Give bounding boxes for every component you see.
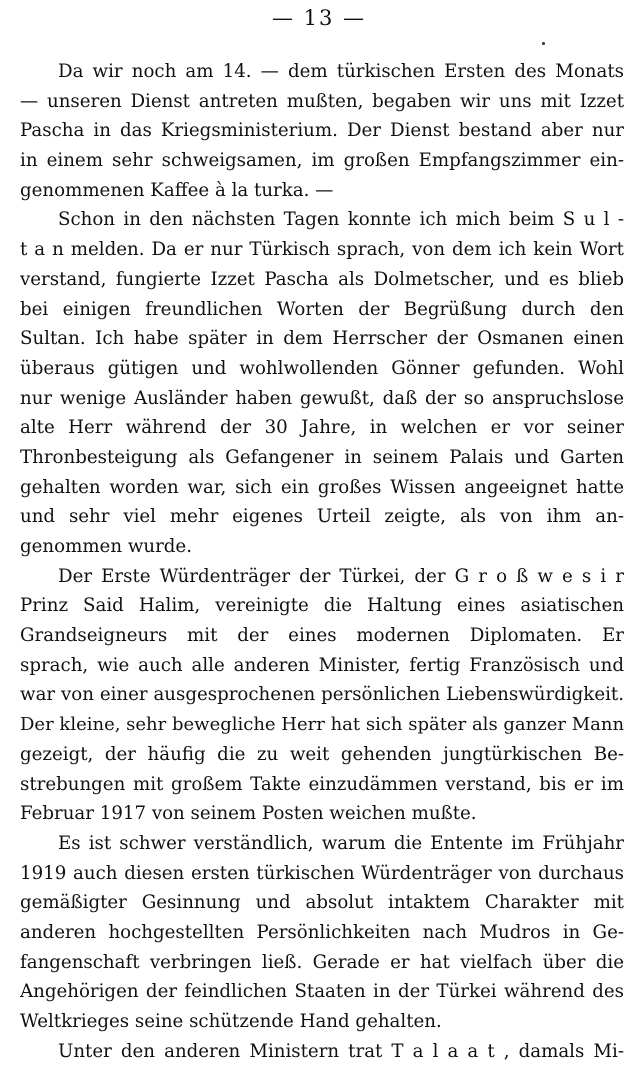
text-line: Unter den anderen Ministern trat T a l a a t , damals Mi- <box>58 1040 624 1062</box>
text-line: gemäßigter Gesinnung und absolut intaktem Charakter mit <box>20 892 624 914</box>
text-line: 1919 auch diesen ersten türkischen Würdenträger von durchaus <box>20 862 624 884</box>
text-line: t a n melden. Da er nur Türkisch sprach, von dem ich kein Wort <box>20 239 624 261</box>
text-line: nur wenige Ausländer haben gewußt, daß der so anspruchslose <box>20 387 624 409</box>
text-line: — unseren Dienst antreten mußten, begaben wir uns mit Izzet <box>20 90 624 112</box>
text-line: fangenschaft verbringen ließ. Gerade er hat vielfach über die <box>20 951 624 973</box>
text-line: alte Herr während der 30 Jahre, in welchen er vor seiner <box>20 417 624 439</box>
text-line: Angehörigen der feindlichen Staaten in der Türkei während des <box>20 981 624 1003</box>
text-line: gezeigt, der häufig die zu weit gehenden jungtürkischen Be- <box>20 743 624 765</box>
ink-speck <box>542 42 545 45</box>
text-line: genommen wurde. <box>20 536 192 557</box>
text-line: genommenen Kaffee à la turka. — <box>20 179 334 201</box>
text-line: Da wir noch am 14. — dem türkischen Ersten des Monats <box>58 61 624 82</box>
text-line: strebungen mit großem Takte einzudämmen verstand, bis er im <box>20 773 624 795</box>
text-line: Der Erste Würdenträger der Türkei, der G r o ß w e s i r <box>58 565 624 587</box>
text-line: Pascha in das Kriegsministerium. Der Dienst bestand aber nur <box>20 120 624 142</box>
text-line: sprach, wie auch alle anderen Minister, fertig Französisch und <box>20 654 624 676</box>
text-line: Grandseigneurs mit der eines modernen Diplomaten. Er <box>20 625 624 647</box>
text-line: war von einer ausgesprochenen persönlichen Liebenswürdigkeit. <box>20 684 624 706</box>
text-line: verstand, fungierte Izzet Pascha als Dolmetscher, und es blieb <box>20 268 624 290</box>
text-line: in einem sehr schweigsamen, im großen Empfangszimmer ein- <box>20 150 624 172</box>
text-line: Es ist schwer verständlich, warum die Entente im Frühjahr <box>58 832 624 854</box>
text-line: gehalten worden war, sich ein großes Wissen angeeignet hatte <box>20 476 624 498</box>
text-line: Prinz Said Halim, vereinigte die Haltung eines asiatischen <box>20 595 624 617</box>
text-line: und sehr viel mehr eigenes Urteil zeigte, als von ihm an- <box>20 506 624 528</box>
text-line: Sultan. Ich habe später in dem Herrscher der Osmanen einen <box>20 328 624 350</box>
text-line: überaus gütigen und wohlwollenden Gönner gefunden. Wohl <box>20 357 624 379</box>
text-line: Der kleine, sehr bewegliche Herr hat sich später als ganzer Mann <box>20 714 624 736</box>
text-line: Schon in den nächsten Tagen konnte ich mich beim S u l - <box>58 209 624 231</box>
text-line: Thronbesteigung als Gefangener in seinem Palais und Garten <box>20 446 624 468</box>
text-line: Weltkrieges seine schützende Hand gehalten. <box>20 1011 442 1032</box>
page-number: — 13 — <box>271 6 367 30</box>
text-line: Februar 1917 von seinem Posten weichen mußte. <box>20 803 477 825</box>
text-line: bei einigen freundlichen Worten der Begrüßung durch den <box>20 298 624 320</box>
body-text <box>20 57 624 1066</box>
text-line: anderen hochgestellten Persönlichkeiten nach Mudros in Ge- <box>20 921 624 943</box>
